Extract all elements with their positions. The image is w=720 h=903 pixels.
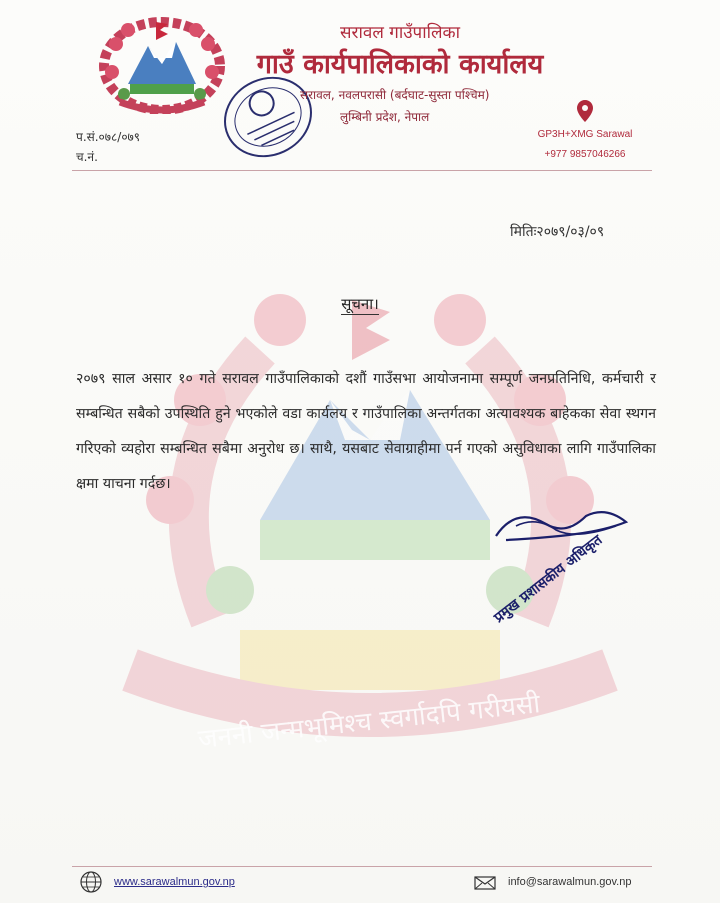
footer-divider xyxy=(72,866,652,867)
subject-text: सूचना। xyxy=(341,295,379,313)
address-line-1: सरावल, नवलपरासी (बर्दघाट-सुस्ता पश्चिम) xyxy=(300,88,490,102)
plus-code[interactable]: GP3H+XMG Sarawal xyxy=(537,129,633,140)
notice-subject xyxy=(0,294,720,314)
reference-number: प.सं.०७८/०७९ xyxy=(76,130,141,144)
letter-date: मितिः२०७९/०३/०९ xyxy=(510,224,605,240)
location-pin-icon xyxy=(577,100,593,122)
phone-number[interactable]: +977 9857046266 xyxy=(544,149,626,160)
watermark-motto: जननी जन्मभूमिश्च स्वर्गादपि गरीयसी xyxy=(196,689,542,755)
office-name: गाउँ कार्यपालिकाको कार्यालय xyxy=(256,49,544,80)
header-divider xyxy=(72,170,652,171)
email-address[interactable]: info@sarawalmun.gov.np xyxy=(508,876,632,888)
municipality-name: सरावल गाउँपालिका xyxy=(340,23,460,43)
dispatch-number: च.नं. xyxy=(76,150,98,164)
website-link[interactable]: www.sarawalmun.gov.np xyxy=(114,876,235,888)
notice-body: २०७९ साल असार १० गते सरावल गाउँपालिकाको दशौं गाउँसभा आयोजनामा सम्पूर्ण जनप्रतिनिधि, कर्मचारी र सम्बन्धित सबैको उपस्थिति हुने भएकोले वडा कार्यलय र गाउँपालिका अन्तर्गतका अत्यावश्यक बाहेकका सेवा स्थगन गरिएको व्यहोरा सम्बन्धित सबैमा अनुरोध छ। साथै, यसबाट सेवाग्राहीमा पर्न गएको असुविधाका लागि गाउँपालिका क्षमा याचना गर्दछ। xyxy=(76,371,656,492)
address-line-2: लुम्बिनी प्रदेश, नेपाल xyxy=(340,110,430,124)
envelope-icon xyxy=(474,876,496,890)
signatory-title: प्रमुख प्रशासकीय अधिकृत xyxy=(491,532,606,627)
globe-icon xyxy=(80,871,102,893)
